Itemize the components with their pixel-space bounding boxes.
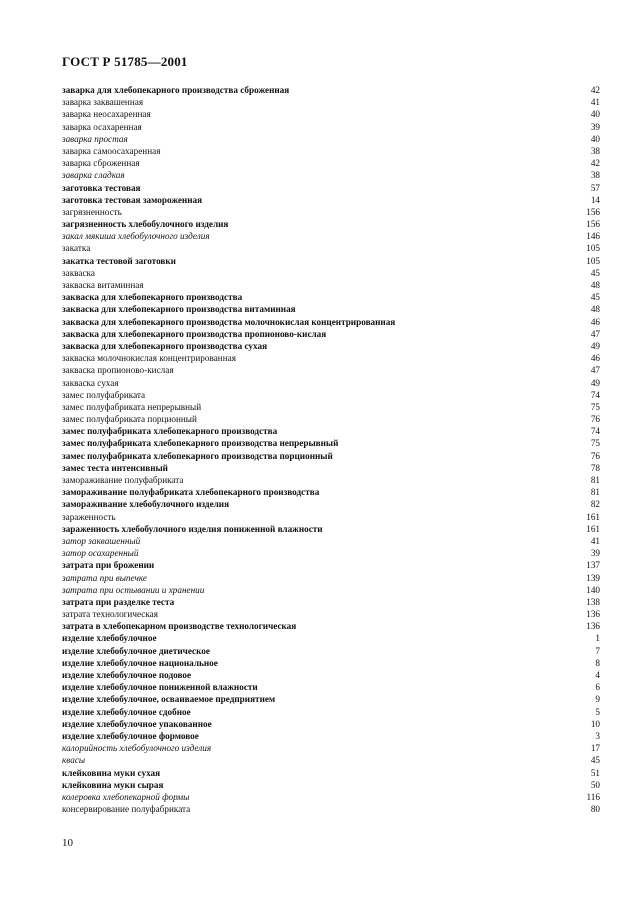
index-term: затрата технологическая — [62, 609, 158, 620]
index-page-ref: 1 — [595, 633, 600, 644]
index-entry — [62, 328, 600, 340]
index-term: клейковина муки сырая — [62, 779, 164, 790]
index-entry — [62, 206, 600, 218]
index-page-ref: 74 — [590, 389, 600, 400]
index-page-ref: 41 — [590, 535, 600, 546]
index-page-ref: 136 — [586, 621, 600, 632]
index-term: заготовка тестовая замороженная — [62, 194, 203, 205]
index-term: изделие хлебобулочное подовое — [62, 670, 192, 680]
index-term: заварка самоосахаренная — [62, 145, 161, 156]
index-page-ref: 47 — [590, 365, 600, 376]
index-entry — [62, 657, 600, 669]
index-entry — [62, 523, 600, 535]
index-page-ref: 161 — [586, 523, 600, 534]
index-entry — [62, 632, 600, 644]
index-term: закваска для хлебопекарного производства пропионово-кислая — [62, 328, 327, 339]
index-page-ref: 45 — [590, 755, 600, 766]
index-page-ref: 138 — [586, 596, 600, 607]
index-term: затрата в хлебопекарном производстве технологическая — [62, 621, 297, 632]
index-term: замораживание хлебобулочного изделия — [62, 499, 230, 510]
index-term: затор осахаренный — [62, 548, 139, 559]
index-entry — [62, 754, 600, 766]
index-entry — [62, 535, 600, 547]
index-entry — [62, 462, 600, 474]
index-page-ref: 75 — [590, 438, 600, 449]
index-entry — [62, 267, 600, 279]
index-page-ref: 76 — [590, 414, 600, 425]
index-entry — [62, 84, 600, 96]
index-term: консервирование полуфабриката — [62, 804, 191, 815]
index-page-ref: 48 — [590, 304, 600, 315]
index-entry — [62, 425, 600, 437]
index-entry — [62, 279, 600, 291]
index-term: затрата при остывании и хранении — [62, 584, 205, 595]
index-term: замес полуфабриката хлебопекарного производства непрерывный — [62, 438, 339, 449]
index-page-ref: 45 — [590, 267, 600, 278]
index-entry — [62, 559, 600, 571]
index-term: калорийность хлебобулочного изделия — [62, 743, 212, 754]
index-page-ref: 81 — [590, 475, 600, 485]
index-term: закваска для хлебопекарного производства — [62, 292, 243, 303]
index-term: замес полуфабриката непрерывный — [62, 401, 202, 412]
index-term: загрязненность — [62, 206, 122, 217]
index-entry — [62, 572, 600, 584]
index-entry — [62, 584, 600, 596]
index-page-ref: 4 — [595, 670, 600, 680]
index-term: изделие хлебобулочное, осваиваемое предприятием — [62, 694, 276, 705]
index-term: затрата при выпечке — [62, 572, 148, 583]
index-term: изделие хлебобулочное национальное — [62, 657, 218, 668]
index-page-ref: 81 — [590, 487, 600, 498]
index-page-ref: 40 — [590, 133, 600, 144]
index-term: заготовка тестовая — [62, 182, 141, 193]
index-entry — [62, 450, 600, 462]
index-term: зараженность хлебобулочного изделия пониженной влажности — [62, 523, 323, 534]
index-page-ref: 39 — [590, 121, 600, 132]
page-number: 10 — [62, 837, 73, 849]
index-page-ref: 76 — [590, 450, 600, 461]
index-page-ref: 116 — [586, 791, 600, 802]
index-term: заварка для хлебопекарного производства сброженная — [62, 85, 290, 95]
index-term: закваска для хлебопекарного производства витаминная — [62, 304, 296, 315]
index-page-ref: 46 — [590, 353, 600, 364]
index-page-ref: 10 — [590, 718, 600, 729]
index-entry — [62, 157, 600, 169]
index-page-ref: 46 — [590, 316, 600, 327]
index-page-ref: 140 — [586, 584, 600, 595]
index-entry — [62, 486, 600, 498]
index-entry — [62, 96, 600, 108]
index-entry — [62, 182, 600, 194]
index-term: затор заквашенный — [62, 535, 141, 546]
index-page-ref: 74 — [590, 426, 600, 437]
index-entry — [62, 316, 600, 328]
index-entry — [62, 389, 600, 401]
index-term: закваска для хлебопекарного производства сухая — [62, 340, 268, 351]
term-index-list — [62, 84, 600, 815]
index-term: изделие хлебобулочное упакованное — [62, 718, 212, 729]
index-term: загрязненность хлебобулочного изделия — [62, 219, 229, 230]
index-entry — [62, 413, 600, 425]
index-term: закал мякиша хлебобулочного изделия — [62, 231, 210, 242]
index-term: замес теста интенсивный — [62, 462, 168, 473]
index-term: изделие хлебобулочное — [62, 633, 157, 644]
index-entry — [62, 255, 600, 267]
index-page-ref: 7 — [595, 645, 600, 656]
index-page-ref: 38 — [590, 145, 600, 156]
index-entry — [62, 352, 600, 364]
index-term: затрата при разделке теста — [62, 596, 175, 607]
index-entry — [62, 511, 600, 523]
index-entry — [62, 706, 600, 718]
index-page-ref: 45 — [590, 292, 600, 303]
index-term: заварка сброженная — [62, 158, 140, 169]
index-page-ref: 146 — [586, 231, 600, 242]
index-page-ref: 80 — [590, 804, 600, 815]
index-page-ref: 8 — [595, 657, 600, 668]
index-entry — [62, 620, 600, 632]
index-page-ref: 156 — [586, 206, 600, 217]
index-entry — [62, 108, 600, 120]
index-page-ref: 51 — [590, 767, 600, 778]
index-entry — [62, 498, 600, 510]
index-term: колеровка хлебопекарной формы — [62, 791, 190, 802]
index-entry — [62, 364, 600, 376]
index-page-ref: 47 — [590, 328, 600, 339]
index-page-ref: 137 — [586, 560, 600, 571]
index-entry — [62, 803, 600, 815]
index-entry — [62, 340, 600, 352]
index-term: закатка — [62, 243, 91, 254]
index-entry — [62, 681, 600, 693]
index-page-ref: 136 — [586, 609, 600, 620]
index-page-ref: 42 — [590, 158, 600, 169]
index-entry — [62, 145, 600, 157]
index-entry — [62, 767, 600, 779]
index-term: заварка простая — [62, 133, 128, 144]
index-term: изделие хлебобулочное сдобное — [62, 706, 191, 717]
index-page-ref: 49 — [590, 340, 600, 351]
index-page-ref: 48 — [590, 280, 600, 290]
index-term: закваска витаминная — [62, 280, 144, 290]
index-page-ref: 75 — [590, 401, 600, 412]
index-term: закатка тестовой заготовки — [62, 255, 176, 266]
index-term: заварка заквашенная — [62, 97, 144, 108]
index-entry — [62, 791, 600, 803]
index-entry — [62, 218, 600, 230]
index-term: изделие хлебобулочное пониженной влажности — [62, 682, 258, 693]
index-page-ref: 50 — [590, 779, 600, 790]
index-page-ref: 139 — [586, 572, 600, 583]
index-page-ref: 82 — [590, 499, 600, 510]
index-page-ref: 57 — [590, 182, 600, 193]
index-term: закваска сухая — [62, 377, 119, 388]
index-entry — [62, 718, 600, 730]
index-term: замораживание полуфабриката — [62, 475, 184, 485]
index-page-ref: 42 — [590, 85, 600, 95]
index-entry — [62, 596, 600, 608]
index-entry — [62, 669, 600, 681]
index-page-ref: 105 — [586, 243, 600, 254]
index-page-ref: 156 — [586, 219, 600, 230]
index-term: замес полуфабриката хлебопекарного производства — [62, 426, 278, 437]
index-term: затрата при брожении — [62, 560, 155, 571]
index-entry — [62, 401, 600, 413]
index-term: клейковина муки сухая — [62, 767, 161, 778]
index-term: закваска молочнокислая концентрированная — [62, 353, 236, 364]
index-entry — [62, 779, 600, 791]
index-term: изделие хлебобулочное диетическое — [62, 645, 210, 656]
index-entry — [62, 169, 600, 181]
index-term: заварка неосахаренная — [62, 109, 151, 120]
index-term: замес полуфабриката порционный — [62, 414, 197, 425]
index-page-ref: 105 — [586, 255, 600, 266]
index-entry — [62, 437, 600, 449]
index-entry — [62, 742, 600, 754]
index-term: закваска для хлебопекарного производства молочнокислая концентрированная — [62, 316, 396, 327]
index-page-ref: 39 — [590, 548, 600, 559]
index-entry — [62, 730, 600, 742]
index-page-ref: 38 — [590, 170, 600, 181]
index-entry — [62, 693, 600, 705]
document-header: ГОСТ Р 51785—2001 — [62, 54, 188, 69]
index-entry — [62, 303, 600, 315]
index-page-ref: 78 — [590, 462, 600, 473]
index-term: замес полуфабриката хлебопекарного производства порционный — [62, 450, 333, 461]
index-entry — [62, 133, 600, 145]
index-page-ref: 3 — [595, 730, 600, 741]
index-entry — [62, 230, 600, 242]
index-term: замораживание полуфабриката хлебопекарного производства — [62, 487, 320, 498]
index-term: закваска — [62, 267, 95, 278]
index-page-ref: 14 — [590, 194, 600, 205]
index-page-ref: 9 — [595, 694, 600, 705]
index-page-ref: 40 — [590, 109, 600, 120]
index-term: изделие хлебобулочное формовое — [62, 730, 199, 741]
index-entry — [62, 474, 600, 486]
index-page-ref: 161 — [586, 511, 600, 522]
index-term: заварка сладкая — [62, 170, 125, 181]
index-entry — [62, 121, 600, 133]
index-page-ref: 41 — [590, 97, 600, 108]
index-term: замес полуфабриката — [62, 389, 146, 400]
index-entry — [62, 377, 600, 389]
index-page-ref: 49 — [590, 377, 600, 388]
index-entry — [62, 291, 600, 303]
index-entry — [62, 645, 600, 657]
index-entry — [62, 194, 600, 206]
index-entry — [62, 547, 600, 559]
index-term: зараженность — [62, 511, 116, 522]
index-page-ref: 6 — [595, 682, 600, 693]
index-entry — [62, 608, 600, 620]
index-term: квасы — [62, 755, 86, 766]
index-term: закваска пропионово-кислая — [62, 365, 174, 376]
index-page-ref: 5 — [595, 706, 600, 717]
index-entry — [62, 242, 600, 254]
index-term: заварка осахаренная — [62, 121, 142, 132]
index-page-ref: 17 — [590, 743, 600, 754]
